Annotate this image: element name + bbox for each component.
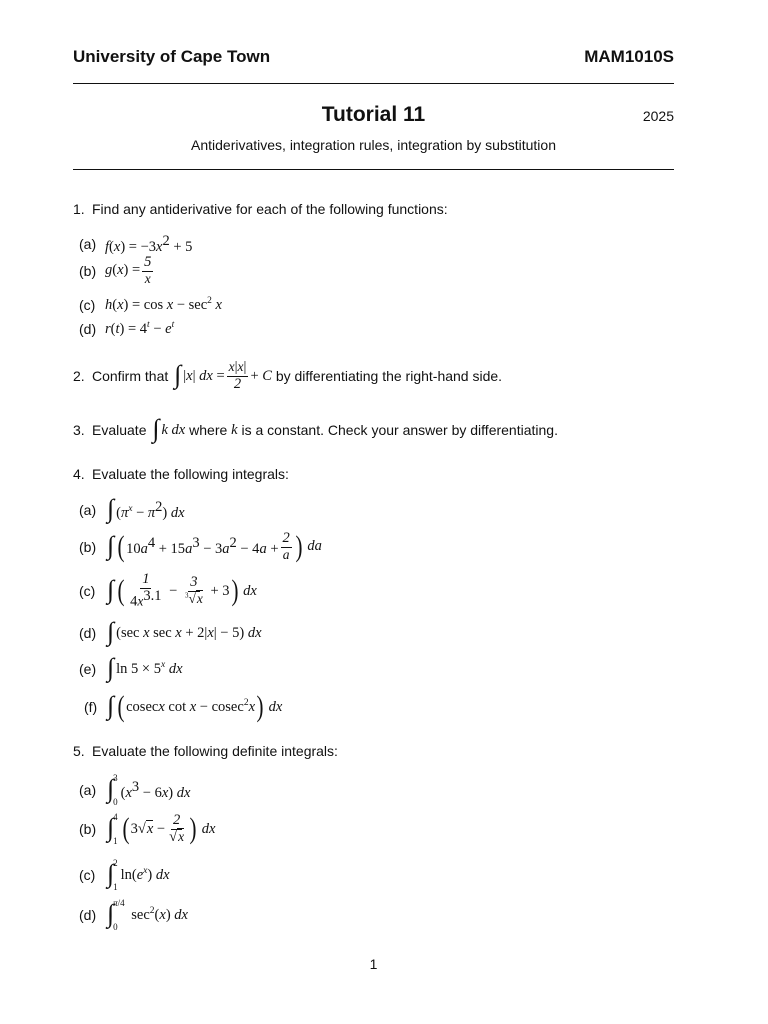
math-expression: $h(x) = \cos x - \sec^2 x$ <box>105 296 222 313</box>
fraction: $\frac{5}{x}$ <box>144 254 152 286</box>
math-expression: k dx <box>161 421 186 438</box>
integral-sign: ∫ <box>152 414 160 443</box>
integral-limits: 2 1 <box>113 858 118 892</box>
math-expression: (sec x sec x + 2|x| − 5) dx <box>116 624 262 641</box>
math-expression: $r(t) = 4^t - e^t$ <box>105 320 175 337</box>
integral-sign: ∫ <box>107 530 115 560</box>
math-expression: cosecx cot x − cosec$^2$x <box>126 698 255 715</box>
page-number: 1 <box>369 956 378 972</box>
page-header <box>73 47 674 67</box>
integral-limits: 4 1 <box>113 812 118 846</box>
q5-part-a: (a) ∫ 3 0 $(x^3 - 6x)$ dx <box>79 773 191 807</box>
q1-part-c: (c) $h(x) = \cos x - \sec^2 x$ <box>79 296 222 313</box>
integral-sign: ∫ <box>107 813 115 842</box>
question-3: 3. Evaluate ∫ k dx where k is a constant. Check your answer by differentiating. <box>73 414 558 443</box>
integral-sign: ∫ <box>107 653 115 682</box>
question-1: 1. Find any antiderivative for each of the following functions: <box>73 201 448 217</box>
math-expression: g(x) = <box>105 262 141 279</box>
q5-part-b: (b) ∫ 4 1 ( 3√x − $\frac{2}{√x}$ ) dx <box>79 811 216 846</box>
question-5: 5. Evaluate the following definite integrals: <box>73 743 338 759</box>
q4-part-c: (c) ∫ ( $\frac{1}{4x^{3.1}}$ − $\frac{3}{^3√x}$ + 3 ) dx <box>79 571 257 610</box>
integral-sign: ∫ <box>174 360 182 390</box>
math-expression: $\sec^2(x)$ dx <box>131 906 188 923</box>
fraction: $\frac{3}{^3√x}$ <box>184 574 203 607</box>
page-subtitle: Antiderivatives, integration rules, integration by substitution <box>191 137 556 153</box>
fraction: $\frac{2}{a}$ <box>282 530 290 562</box>
integral-sign: ∫ <box>107 494 115 523</box>
fraction: $\frac{x|x|}{2}$ <box>228 359 247 392</box>
integral-limits: π/4 0 <box>113 898 125 932</box>
math-expression: $f(x) = -3x^2 + 5$ <box>105 233 193 255</box>
question-4: 4. Evaluate the following integrals: <box>73 466 289 482</box>
q4-part-f: (f) ∫ ( cosecx cot x − cosec$^2$x ) dx <box>84 690 283 723</box>
fraction: $\frac{2}{√x}$ <box>169 811 185 845</box>
integral-sign: ∫ <box>107 691 115 720</box>
q4-part-b: (b) ∫ ( $10a^4 + 15a^3 - 3a^2 - 4a$ + $\frac{2}{a}$ ) da <box>79 529 322 563</box>
math-expression: $\ln 5 \times 5^x$ dx <box>116 660 183 677</box>
q4-part-d: (d) ∫ (sec x sec x + 2|x| − 5) dx <box>79 617 262 646</box>
page-title: Tutorial 11 <box>321 103 426 126</box>
integral-sign: ∫ <box>107 617 115 646</box>
year: 2025 <box>642 108 674 124</box>
institution-name: University of Cape Town <box>73 47 271 66</box>
question-text: Find any antiderivative for each of the following functions: <box>92 201 448 217</box>
fraction: $\frac{1}{4x^{3.1}}$ <box>130 571 162 610</box>
math-expression: $\ln(e^x)$ dx <box>120 866 170 883</box>
q1-part-b: (b) g(x) = $\frac{5}{x}$ <box>79 254 152 286</box>
integral-sign: ∫ <box>107 899 115 928</box>
q5-part-d: (d) ∫ π/4 0 $\sec^2(x)$ dx <box>79 898 188 932</box>
header-rule <box>73 83 674 84</box>
math-expression: $10a^4 + 15a^3 - 3a^2 - 4a$ + <box>126 535 279 558</box>
math-expression: $(\pi^x - \pi^2)$ dx <box>116 498 185 521</box>
math-expression: |x| dx = <box>183 367 225 384</box>
integral-limits: 3 0 <box>113 773 118 807</box>
q4-part-a: (a) ∫ $(\pi^x - \pi^2)$ dx <box>79 494 185 523</box>
integral-sign: ∫ <box>107 774 115 803</box>
math-expression: $(x^3 - 6x)$ dx <box>120 778 191 801</box>
question-2: 2. Confirm that ∫ |x| dx = $\frac{x|x|}{2}$ + C by differentiating the right-hand side. <box>73 359 503 392</box>
q1-part-d: (d) $r(t) = 4^t - e^t$ <box>79 320 175 337</box>
q4-part-e: (e) ∫ $\ln 5 \times 5^x$ dx <box>79 653 183 682</box>
q1-part-a: (a) $f(x) = -3x^2 + 5$ <box>79 233 193 255</box>
title-rule <box>73 169 674 170</box>
q5-part-c: (c) ∫ 2 1 $\ln(e^x)$ dx <box>79 858 170 892</box>
course-code: MAM1010S <box>584 47 674 66</box>
integral-sign: ∫ <box>107 859 115 888</box>
integral-sign: ∫ <box>107 575 115 605</box>
